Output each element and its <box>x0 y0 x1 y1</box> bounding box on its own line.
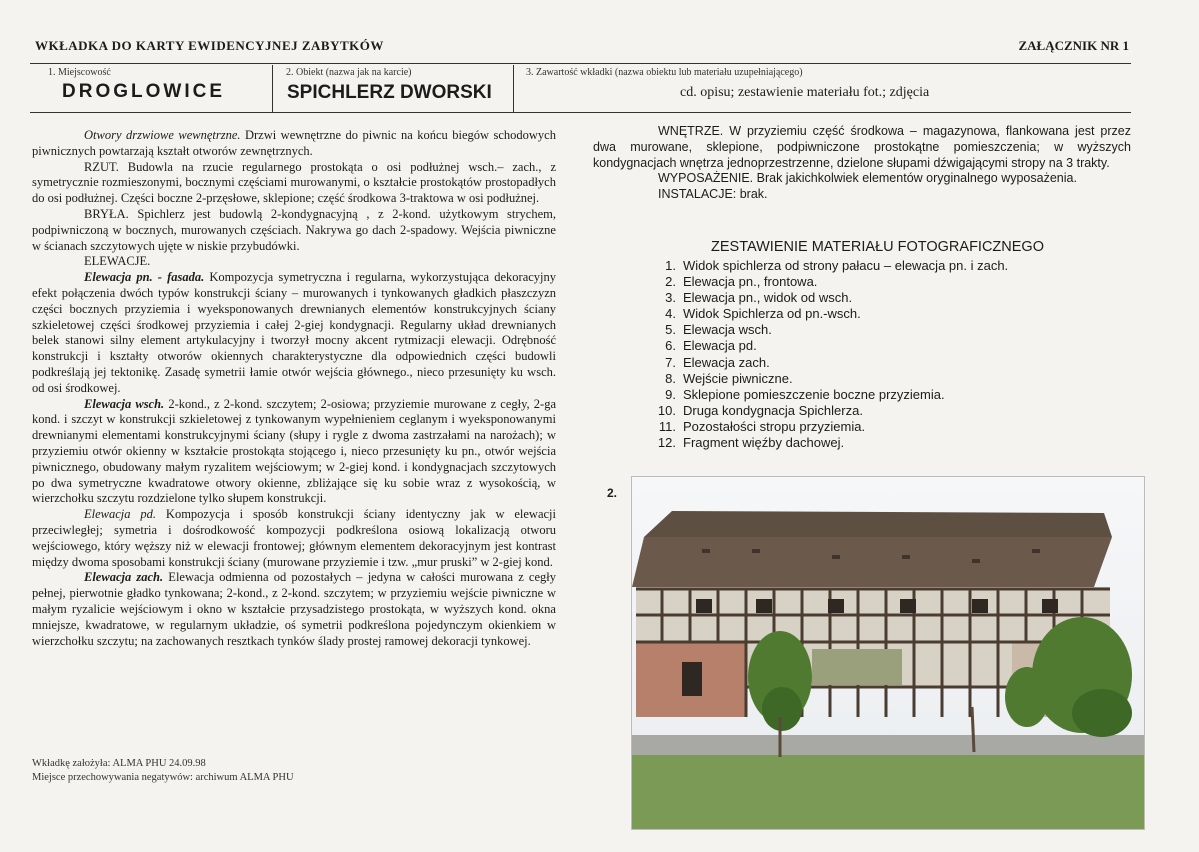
header-bottom-rule <box>30 112 1131 113</box>
photo-list-text: Elewacja zach. <box>683 354 770 370</box>
paragraph-plan: RZUT. Budowla na rzucie regularnego prostokąta o osi podłużnej wsch.– zach., z symetrycznie rozmieszonymi, bocznymi częściami murowanymi, o kształcie prostokątów prostopadłych do osi podłużnej. Części boczne 2-przęsłowe, sklepione; część środkowa 3-traktowa w osi podłużnej. <box>32 159 556 206</box>
footer <box>32 757 294 785</box>
photo-list-number: 12. <box>657 435 676 451</box>
photo-list-text: Widok spichlerza od strony pałacu – elewacja pn. i zach. <box>683 258 1009 273</box>
photo-list-number: 5. <box>665 322 676 338</box>
footer-archive: Miejsce przechowywania negatywów: archiwum ALMA PHU <box>32 772 294 783</box>
photo-list-text: Fragment więźby dachowej. <box>683 435 845 451</box>
photo-list-item <box>648 274 1008 290</box>
photo-list-number: 3. <box>665 290 676 306</box>
photo-list-item <box>648 258 1008 274</box>
photo-list-number: 8. <box>665 370 676 386</box>
photo-list-text: Wejście piwniczne. <box>683 370 793 386</box>
description-right-column <box>593 124 1131 203</box>
footer-author: Wkładkę założyła: ALMA PHU 24.09.98 <box>32 758 206 769</box>
photo-list-item <box>648 290 1008 306</box>
photo-list-item <box>648 355 1008 371</box>
photo-list <box>648 258 1008 451</box>
paragraph-lead: Elewacja wsch. <box>84 396 165 411</box>
paragraph-north-elevation: Elewacja pn. - fasada. Kompozycja symetryczna i regularna, wykorzystująca dekoracyjny efekt połączenia dwóch typów konstrukcji ściany – murowanych i tynkowanych gładkich płaszczyzn części bocznych przyziemia i wyeksponowanych drewnianych elementów konstrukcyjnych ściany szkieletowej części środkowej przyziemia i całej 2-giej kondygnacji. Regularny układ drewnianych belek stanowi silny element artykulacyjny i tworzył mocny akcent rytmizacji elewacji. Odrębność konstrukcji i kształty otworów okiennych charakterystyczne dla odpowiednich części budowli podkreślają jej tektonikę. Zasadę symetrii łamie otwór wejścia głównego., nieco przesunięty ku wsch. od osi środkowej. <box>32 270 557 395</box>
paragraph-elevations-heading: ELEWACJE. <box>84 254 151 269</box>
content-label: 3. Zawartość wkładki (nazwa obiektu lub materiału uzupełniającego) <box>526 67 803 78</box>
photo-list-text: Elewacja pd. <box>683 338 757 354</box>
description-left-column <box>32 128 556 649</box>
photo-list-number: 2. <box>665 274 676 290</box>
photo-list-number: 11. <box>658 418 676 434</box>
paragraph-lead: Elewacja pd. <box>84 507 157 522</box>
granary-photo <box>631 476 1145 830</box>
paragraph-lead: Otwory drzwiowe wewnętrzne. <box>84 128 241 142</box>
object-label: 2. Obiekt (nazwa jak na karcie) <box>286 67 412 78</box>
photo-list-text: Sklepione pomieszczenie boczne przyziemia. <box>683 386 945 402</box>
place-value: DROGLOWICE <box>62 81 225 102</box>
photo-list-number: 4. <box>665 306 676 322</box>
photo-list-item <box>648 338 1008 354</box>
photo-list-item <box>648 306 1008 322</box>
photo-list-number: 6. <box>665 338 676 354</box>
paragraph-doors: Otwory drzwiowe wewnętrzne. Drzwi wewnętrzne do piwnic na końcu biegów schodowych piwnicznych powtarzają kształt otworów zewnętrznych. <box>32 128 556 158</box>
paragraph-interior: WNĘTRZE. W przyziemiu część środkowa – magazynowa, flankowana jest przez dwa murowane, sklepione, podpiwniczone prostokątne pomieszczenia; w wyższych kondygnacjach wnętrza jednoprzestrzenne, dzielone słupami dźwigającymi stropy na 3 trakty. <box>593 124 1131 170</box>
photo-list-text: Widok Spichlerza od pn.-wsch. <box>683 306 861 322</box>
photo-list-title: ZESTAWIENIE MATERIAŁU FOTOGRAFICZNEGO <box>711 239 1044 255</box>
place-label: 1. Miejscowość <box>48 67 111 78</box>
photo-list-text: Elewacja wsch. <box>683 322 772 338</box>
photo-number: 2. <box>607 486 618 500</box>
paragraph-body: BRYŁA. Spichlerz jest budowlą 2-kondygnacyjną , z 2-kond. użytkowym strychem, podpiwniczoną w bocznych, murowanych częściach. Nakrywa go dach 2-spadowy. Wejścia piwniczne w ścianach szczytowych ujęte w niskie przybudówki. <box>32 206 556 253</box>
granary-photo-image <box>632 477 1144 829</box>
paragraph-lead: Elewacja pn. - fasada. <box>84 270 205 285</box>
header-top-rule <box>30 63 1131 64</box>
photo-list-text: Elewacja pn., frontowa. <box>683 274 818 290</box>
field-separator-2 <box>513 65 514 113</box>
photo-list-number: 1. <box>665 258 676 273</box>
paragraph-lead: Elewacja zach. <box>84 570 164 585</box>
object-value: SPICHLERZ DWORSKI <box>287 82 492 103</box>
photo-list-text: Druga kondygnacja Spichlerza. <box>683 402 863 418</box>
document-title: WKŁADKA DO KARTY EWIDENCYJNEJ ZABYTKÓW <box>35 38 384 53</box>
photo-list-item <box>648 403 1008 419</box>
field-separator-1 <box>272 65 273 113</box>
photo-list-item <box>648 387 1008 403</box>
paragraph-furnishings: WYPOSAŻENIE. Brak jakichkolwiek elementów oryginalnego wyposażenia. <box>658 171 1077 186</box>
photo-list-item <box>648 419 1008 435</box>
photo-list-item <box>648 371 1008 387</box>
paragraph-south-elevation: Elewacja pd. Kompozycja i sposób konstrukcji ściany identyczny jak w elewacji przeciwległej; symetria i dośrodkowość kompozycji podkreślona osiową lokalizacją otworu wejściowego, który węższy niż w elewacji frontowej; głównym elementem dekoracyjnym jest kontrast między dwoma sposobami konstrukcji ściany (murowane przyziemie i tzw. „mur pruski” w 2-giej kond. <box>32 507 556 569</box>
photo-list-text: Elewacja pn., widok od wsch. <box>683 290 853 306</box>
photo-list-number: 7. <box>665 354 676 370</box>
photo-list-text: Pozostałości stropu przyziemia. <box>683 418 866 434</box>
content-value: cd. opisu; zestawienie materiału fot.; zdjęcia <box>680 85 930 100</box>
attachment-label: ZAŁĄCZNIK NR 1 <box>1018 38 1129 53</box>
photo-list-item <box>648 322 1008 338</box>
photo-list-number: 10. <box>657 402 676 418</box>
paragraph-installations: INSTALACJE: brak. <box>658 187 768 202</box>
paragraph-east-elevation: Elewacja wsch. 2-kond., z 2-kond. szczytem; 2-osiowa; przyziemie murowane z cegły, 2-ga kond. i szczyt w konstrukcji szkieletowej z tynkowanym wypełnieniem ceglanym i wyeksponowanymi drewnianymi elementami konstrukcyjnymi ściany (słupy i rygle z dwoma zastrzałami na narożach); w przyziemiu otwór okienny w kształcie prostokąta stojącego i, nieco przesunięty ku pn., otwór wejścia piwnicznego, obudowany małym ryzalitem wejściowym; w 2-giej kond. i kondygnacjach szczytowych po dwa symetryczne kwadratowe otwory okienne, zbliżające się ku sobie wraz z wysokością, w wierzchołku szczytu rozdzielone tylko słupem konstrukcji. <box>32 396 556 506</box>
photo-list-item <box>648 435 1008 451</box>
paragraph-west-elevation: Elewacja zach. Elewacja odmienna od pozostałych – jedyna w całości murowana z cegły pełnej, pierwotnie gładko tynkowana; 2-kond., z 2-kond. szczytem; w przyziemiu wejście piwniczne w małym ryzalicie wejściowym i okno w kształcie przysadzistego prostokąta, w wyższych kond. okna mniejsze, kwadratowe, w regularnym układzie, oś symetrii podkreślona pojedynczym okienkiem w wierzchołku szczytu; na zachowanych resztkach tynków ślady prostej ramowej dekoracji tynkowej. <box>32 570 556 648</box>
photo-list-number: 9. <box>665 386 676 402</box>
